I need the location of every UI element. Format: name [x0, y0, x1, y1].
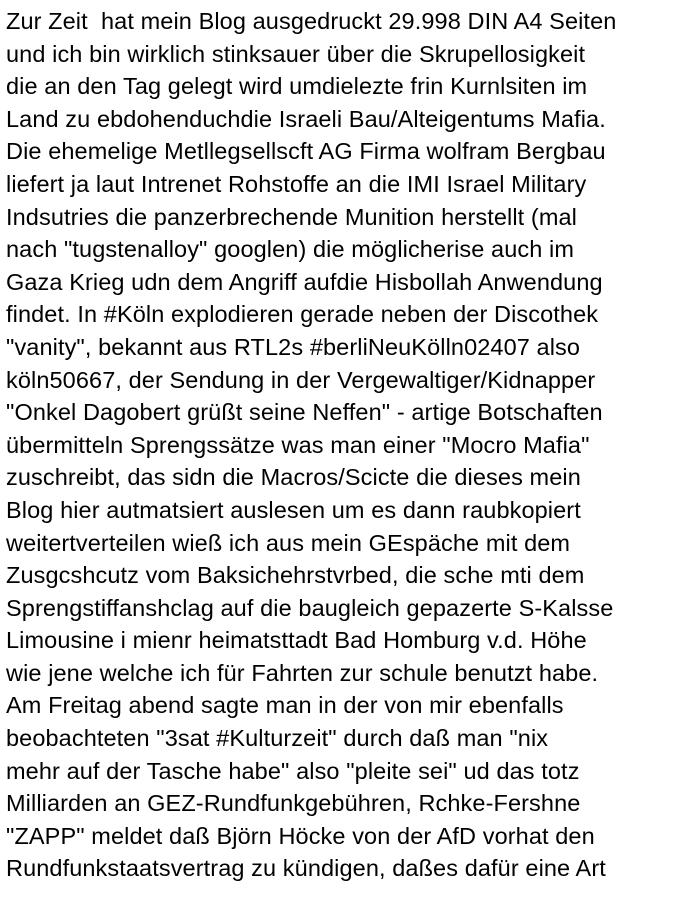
text-line-20: Limousine i mienr heimatsttadt Bad Homburg v.d. Höhe	[6, 627, 587, 654]
text-line-27: Rundfunkstaatsvertrag zu kündigen, daßes dafür eine Art	[6, 855, 606, 882]
text-line-2: und ich bin wirklich stinksauer über die Skrupellosigkeit	[6, 40, 586, 67]
text-line-25: Milliarden an GEZ-Rundfunkgebühren, Rchke-Fershne	[6, 790, 581, 817]
text-line-8: nach "tugstenalloy" googlen) die möglicherise auch im	[6, 236, 575, 263]
text-line-4: Land zu ebdohenduchdie Israeli Bau/Alteigentums Mafia.	[6, 105, 606, 132]
text-line-15: zuschreibt, das sidn die Macros/Scicte die dieses mein	[6, 464, 581, 491]
text-line-13: "Onkel Dagobert grüßt seine Neffen" - artige Botschaften	[6, 399, 603, 426]
text-line-1: Zur Zeit hat mein Blog ausgedruckt 29.998 DIN A4 Seiten	[6, 8, 617, 34]
text-line-19: Sprengstiffanshclag auf die baugleich gepazerte S-Kalsse	[6, 594, 614, 621]
text-line-5: Die ehemelige Metllegsellscft AG Firma wolfram Bergbau	[6, 138, 606, 165]
text-line-17: weitertverteilen wieß ich aus mein GEspäche mit dem	[6, 529, 571, 556]
text-line-9: Gaza Krieg udn dem Angriff aufdie Hisbollah Anwendung	[6, 268, 603, 295]
text-line-7: Indsutries die panzerbrechende Munition herstellt (mal	[6, 203, 578, 230]
text-line-11: "vanity", bekannt aus RTL2s #berliNeuKölln02407 also	[6, 333, 581, 360]
text-line-16: Blog hier autmatsiert auslesen um es dann raubkopiert	[6, 496, 581, 523]
text-line-23: beobachteten "3sat #Kulturzeit" durch daß man "nix	[6, 725, 549, 752]
text-line-24: mehr auf der Tasche habe" also "pleite sei" ud das totz	[6, 757, 580, 784]
text-line-12: köln50667, der Sendung in der Vergewaltiger/Kidnapper	[6, 366, 596, 393]
text-line-26: "ZAPP" meldet daß Björn Höcke von der AfD vorhat den	[6, 822, 595, 849]
document-text	[6, 5, 684, 885]
text-line-6: liefert ja laut Intrenet Rohstoffe an die IMI Israel Military	[6, 170, 587, 197]
text-line-22: Am Freitag abend sagte man in der von mir ebenfalls	[6, 692, 564, 719]
text-line-14: übermitteln Sprengssätze was man einer "Mocro Mafia"	[6, 431, 590, 458]
text-line-21: wie jene welche ich für Fahrten zur schule benutzt habe.	[6, 659, 599, 686]
text-line-3: die an den Tag gelegt wird umdielezte frin Kurnlsiten im	[6, 73, 588, 100]
text-line-18: Zusgcshcutz vom Baksichehrstvrbed, die sche mti dem	[6, 562, 585, 589]
text-line-10: findet. In #Köln explodieren gerade neben der Discothek	[6, 301, 599, 328]
